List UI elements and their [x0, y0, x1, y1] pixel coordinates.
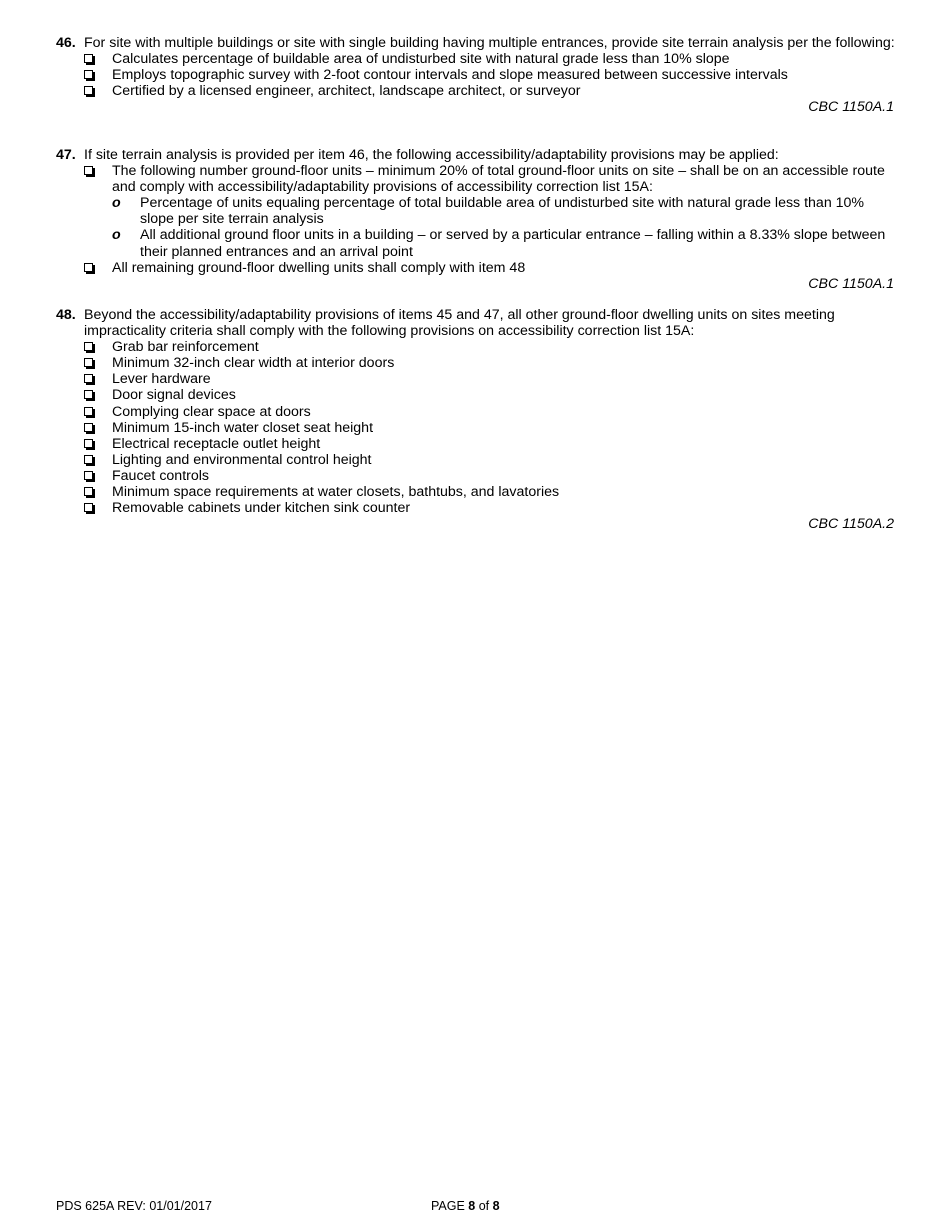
item-text: For site with multiple buildings or site with single building having multiple entrances, provide site terrain analysis per the following:: [84, 35, 895, 51]
item-47-heading: [56, 147, 896, 163]
checklist-item: [56, 51, 896, 67]
checkbox-icon[interactable]: [84, 439, 93, 448]
checklist-item: [56, 83, 896, 99]
checklist-item: [56, 163, 896, 195]
checklist-item: [56, 500, 896, 516]
code-reference: CBC 1150A.1: [808, 275, 894, 292]
checklist-item: [56, 67, 896, 83]
checkbox-icon[interactable]: [84, 471, 93, 480]
checkbox-icon[interactable]: [84, 54, 93, 63]
item-number: 46.: [56, 35, 76, 51]
checkbox-icon[interactable]: [84, 487, 93, 496]
checklist-item-text: Minimum 32-inch clear width at interior doors: [112, 355, 395, 372]
page-label: PAGE: [431, 1199, 465, 1213]
checklist-item-text: Minimum space requirements at water closets, bathtubs, and lavatories: [112, 484, 560, 501]
item-48-heading: [56, 307, 896, 339]
page-number: [431, 1198, 500, 1214]
page-of: of: [478, 1199, 490, 1213]
checklist-item-text: Complying clear space at doors: [112, 403, 311, 420]
checklist-item-text: Door signal devices: [112, 387, 236, 404]
item-text: If site terrain analysis is provided per item 46, the following accessibility/adaptability provisions may be applied:: [84, 147, 779, 163]
item-46: [56, 35, 896, 115]
checkbox-icon[interactable]: [84, 166, 93, 175]
checkbox-icon[interactable]: [84, 70, 93, 79]
checklist-item-text: The following number ground-floor units – minimum 20% of total ground-floor units on site – shall be on an accessible route and comply with accessibility/adaptability provisions of accessibility correction list 15A:: [112, 163, 885, 196]
checklist-item: [56, 404, 896, 420]
form-id: PDS 625A REV: 01/01/2017: [56, 1199, 212, 1213]
checklist-item: [56, 452, 896, 468]
checklist-item: [56, 436, 896, 452]
item-48: [56, 307, 896, 532]
checkbox-icon[interactable]: [84, 374, 93, 383]
code-reference: CBC 1150A.2: [808, 516, 894, 533]
checklist-item: [56, 468, 896, 484]
item-text: Beyond the accessibility/adaptability provisions of items 45 and 47, all other ground-floor dwelling units on sites meeting impracticality criteria shall comply with the following provisions on accessibility correction list 15A:: [84, 307, 835, 340]
checklist-item: [56, 387, 896, 403]
checkbox-icon[interactable]: [84, 358, 93, 367]
checklist-item: [56, 339, 896, 355]
checklist-item-text: Removable cabinets under kitchen sink counter: [112, 500, 411, 517]
item-number: 47.: [56, 147, 76, 163]
item-number: 48.: [56, 307, 76, 323]
checklist-item-text: Employs topographic survey with 2-foot contour intervals and slope measured between successive intervals: [112, 67, 788, 84]
item-47: [56, 147, 896, 292]
checklist-item: [56, 484, 896, 500]
sub-item: [56, 195, 896, 227]
sub-item-text: Percentage of units equaling percentage of total buildable area of undisturbed site with natural grade less than 10% slope per site terrain analysis: [140, 195, 865, 228]
checklist-item-text: All remaining ground-floor dwelling units shall comply with item 48: [112, 259, 526, 276]
checkbox-icon[interactable]: [84, 390, 93, 399]
checklist-item-text: Faucet controls: [112, 467, 209, 484]
checklist-item: [56, 420, 896, 436]
page-current: 8: [468, 1199, 476, 1213]
checklist-item-text: Minimum 15-inch water closet seat height: [112, 419, 374, 436]
checklist-item-text: Lever hardware: [112, 371, 211, 388]
checkbox-icon[interactable]: [84, 342, 93, 351]
sub-item: [56, 227, 896, 259]
checklist-item: [56, 260, 896, 276]
checkbox-icon[interactable]: [84, 455, 93, 464]
code-reference: CBC 1150A.1: [808, 99, 894, 116]
checkbox-icon[interactable]: [84, 503, 93, 512]
checkbox-icon[interactable]: [84, 423, 93, 432]
checklist-item-text: Certified by a licensed engineer, architect, landscape architect, or surveyor: [112, 83, 581, 100]
checklist-item: [56, 355, 896, 371]
checklist-item-text: Electrical receptacle outlet height: [112, 435, 321, 452]
item-46-heading: [56, 35, 896, 51]
checkbox-icon[interactable]: [84, 86, 93, 95]
page-total: 8: [492, 1199, 500, 1213]
bullet-o-icon: o: [112, 195, 121, 212]
checklist-item: [56, 371, 896, 387]
checkbox-icon[interactable]: [84, 263, 93, 272]
checklist-item-text: Grab bar reinforcement: [112, 339, 259, 356]
checklist-item-text: Calculates percentage of buildable area of undisturbed site with natural grade less than 10% slope: [112, 51, 730, 68]
sub-item-text: All additional ground floor units in a building – or served by a particular entrance – falling within a 8.33% slope between their planned entrances and an arrival point: [140, 227, 886, 260]
bullet-o-icon: o: [112, 227, 121, 244]
checkbox-icon[interactable]: [84, 407, 93, 416]
checklist-item-text: Lighting and environmental control height: [112, 451, 372, 468]
